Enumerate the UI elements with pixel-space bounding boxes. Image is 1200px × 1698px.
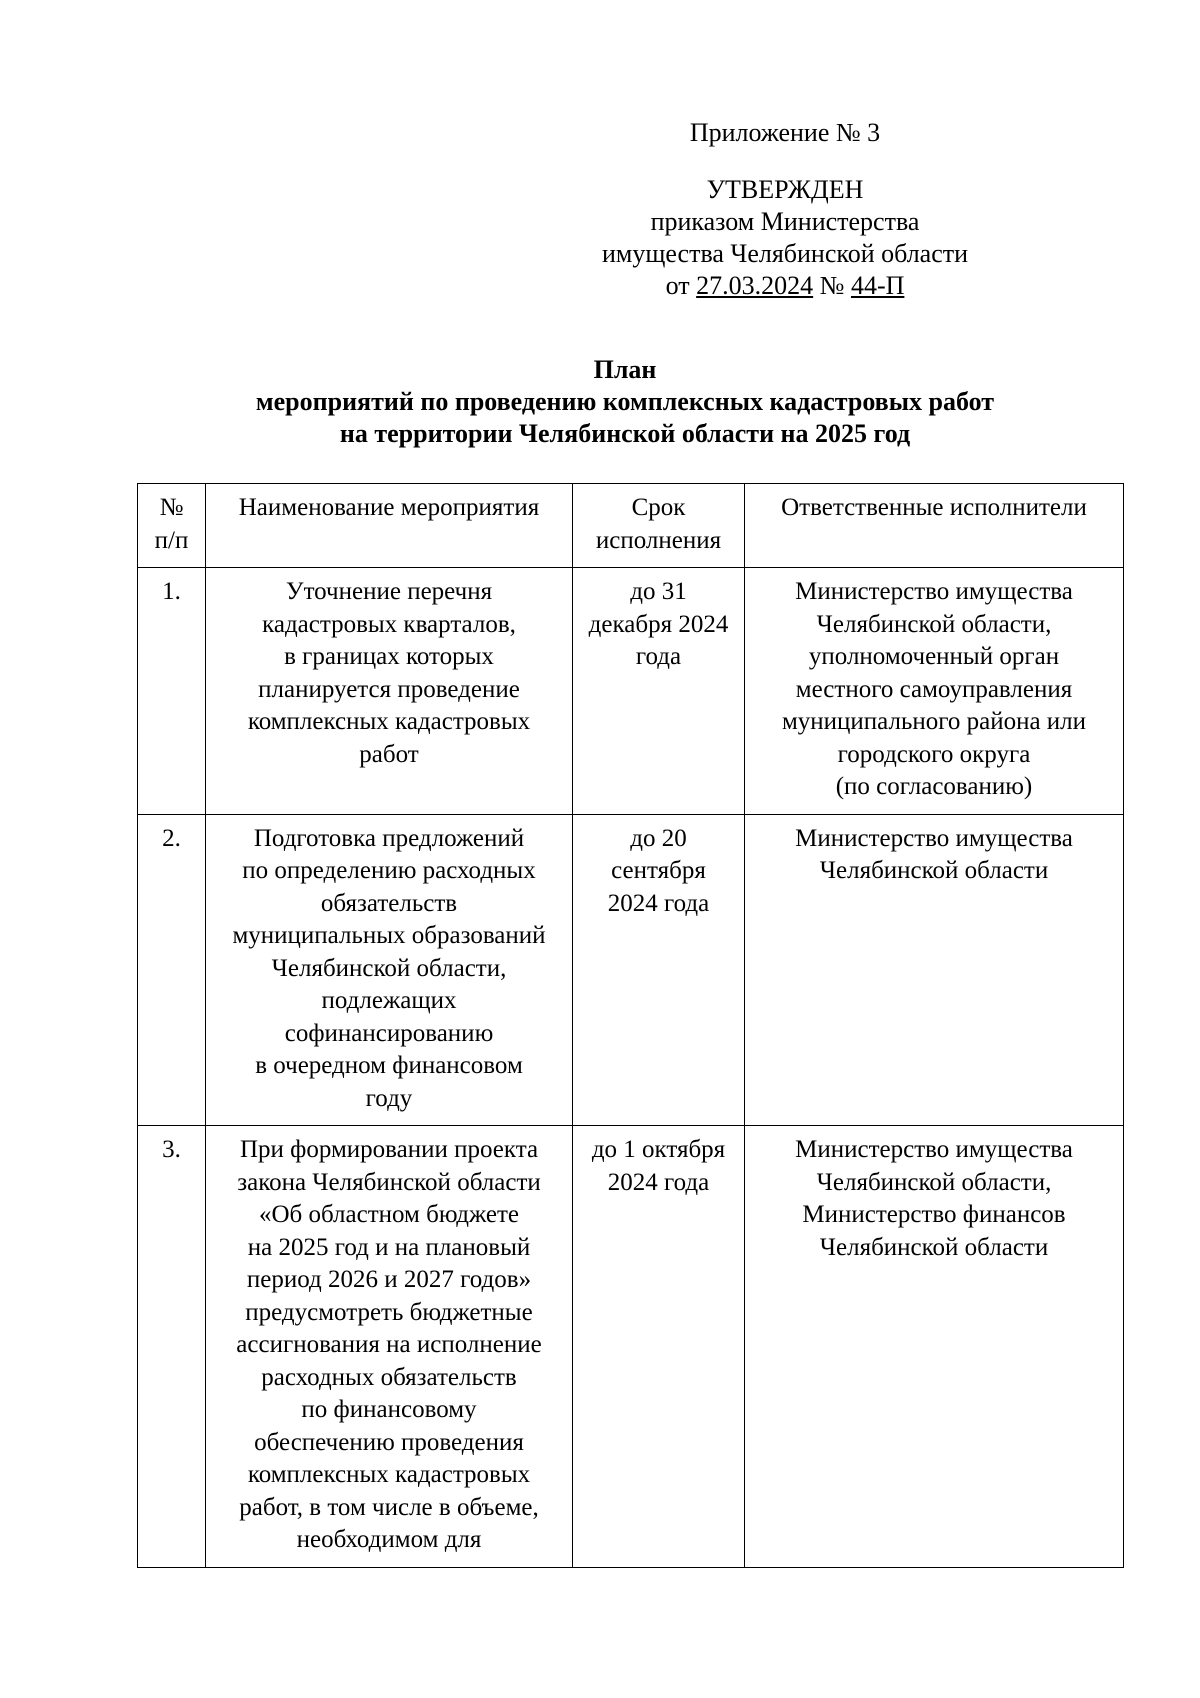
cell-line: софинансированию: [284, 1019, 494, 1047]
approval-date-line: [560, 270, 1010, 302]
cell-line: до 31: [630, 578, 687, 605]
title-line-2: мероприятий по проведению комплексных кадастровых работ: [255, 387, 995, 416]
row-responsible: [745, 814, 1124, 1126]
cell-line: Наименование мероприятия: [238, 494, 540, 521]
row-name: [206, 814, 573, 1126]
cell-line: году: [365, 1084, 413, 1112]
cell-line: Срок: [631, 494, 686, 521]
approval-by-order: приказом Министерства: [650, 207, 920, 236]
table-row: [138, 814, 1124, 1126]
approved-label: УТВЕРЖДЕН: [706, 175, 864, 204]
cell-line: п/п: [154, 526, 189, 554]
cell-line: до 1 октября: [591, 1136, 726, 1163]
cell-line: Челябинской области: [819, 1233, 1049, 1261]
cell-line: расходных обязательств: [261, 1363, 517, 1391]
cell-line: кадастровых кварталов,: [262, 610, 516, 638]
cell-line: Ответственные исполнители: [781, 494, 1087, 521]
cell-line: на 2025 год и на плановый: [247, 1233, 531, 1261]
row-responsible: [745, 568, 1124, 815]
cell-line: Челябинской области,: [816, 1168, 1052, 1196]
cell-line: предусмотреть бюджетные: [245, 1298, 533, 1326]
cell-line: по финансовому: [301, 1396, 477, 1423]
cell-line: в границах которых: [284, 643, 494, 670]
cell-line: работ, в том числе в объеме,: [239, 1493, 539, 1521]
order-number: 44-П: [850, 271, 905, 300]
cell-line: обеспечению проведения: [254, 1428, 524, 1456]
cell-line: планируется проведение: [258, 675, 520, 703]
cell-line: Министерство имущества: [795, 824, 1073, 852]
cell-line: комплексных кадастровых: [247, 708, 531, 735]
cell-line: №: [159, 494, 184, 521]
cell-line: подлежащих: [321, 987, 457, 1014]
cell-line: закона Челябинской области: [237, 1168, 541, 1196]
cell-line: уполномоченный орган: [808, 643, 1060, 670]
cell-line: 2024 года: [607, 889, 710, 917]
cell-line: Министерство имущества: [795, 1136, 1073, 1163]
approval-ministry: имущества Челябинской области: [601, 239, 969, 268]
number-prefix: №: [819, 271, 845, 300]
cell-line: Министерство финансов: [802, 1201, 1066, 1228]
header-num: [138, 484, 206, 568]
cell-line: исполнения: [595, 526, 722, 554]
cell-line: Челябинской области,: [271, 954, 507, 982]
table-row: [138, 1126, 1124, 1568]
cell-line: При формировании проекта: [239, 1136, 539, 1163]
cell-line: в очередном финансовом: [255, 1052, 523, 1079]
cell-line: Челябинской области: [819, 857, 1049, 884]
row-num: 3.: [138, 1126, 206, 1568]
title-line-3: на территории Челябинской области на 2025 год: [339, 419, 911, 448]
header-responsible: [745, 484, 1124, 568]
cell-line: период 2026 и 2027 годов»: [246, 1266, 532, 1293]
cell-line: до 20: [630, 824, 687, 852]
cell-line: муниципального района или: [781, 708, 1087, 735]
order-date: 27.03.2024: [696, 271, 814, 300]
cell-line: по определению расходных: [242, 857, 536, 884]
cell-line: необходимом для: [296, 1526, 482, 1553]
cell-line: работ: [359, 740, 419, 768]
table-header-row: [138, 484, 1124, 568]
header-deadline: [573, 484, 745, 568]
cell-line: сентября: [611, 857, 706, 884]
row-deadline: [573, 568, 745, 815]
cell-line: городского округа: [837, 740, 1031, 768]
cell-line: комплексных кадастровых: [247, 1461, 531, 1488]
cell-line: Подготовка предложений: [253, 824, 525, 852]
row-num: 2.: [138, 814, 206, 1126]
cell-line: 2024 года: [607, 1168, 710, 1196]
row-num: 1.: [138, 568, 206, 815]
row-name: [206, 1126, 573, 1568]
header-name: [206, 484, 573, 568]
row-deadline: [573, 814, 745, 1126]
cell-line: муниципальных образований: [232, 922, 546, 949]
table-row: [138, 568, 1124, 815]
appendix-label: Приложение № 3: [689, 118, 881, 147]
plan-table: [137, 483, 1124, 1568]
cell-line: обязательств: [320, 889, 458, 917]
row-name: [206, 568, 573, 815]
row-deadline: [573, 1126, 745, 1568]
cell-line: «Об областном бюджете: [258, 1201, 520, 1228]
cell-line: года: [635, 643, 682, 670]
date-prefix: от: [665, 271, 690, 300]
row-responsible: [745, 1126, 1124, 1568]
document-title: [0, 354, 1200, 450]
title-line-1: План: [593, 355, 657, 384]
cell-line: декабря 2024: [588, 610, 729, 638]
cell-line: Министерство имущества: [795, 578, 1073, 605]
approval-block: [560, 174, 1010, 302]
cell-line: (по согласованию): [835, 773, 1033, 800]
cell-line: Уточнение перечня: [285, 578, 493, 605]
cell-line: ассигнования на исполнение: [236, 1331, 542, 1358]
cell-line: местного самоуправления: [795, 675, 1073, 703]
cell-line: Челябинской области,: [816, 610, 1052, 638]
